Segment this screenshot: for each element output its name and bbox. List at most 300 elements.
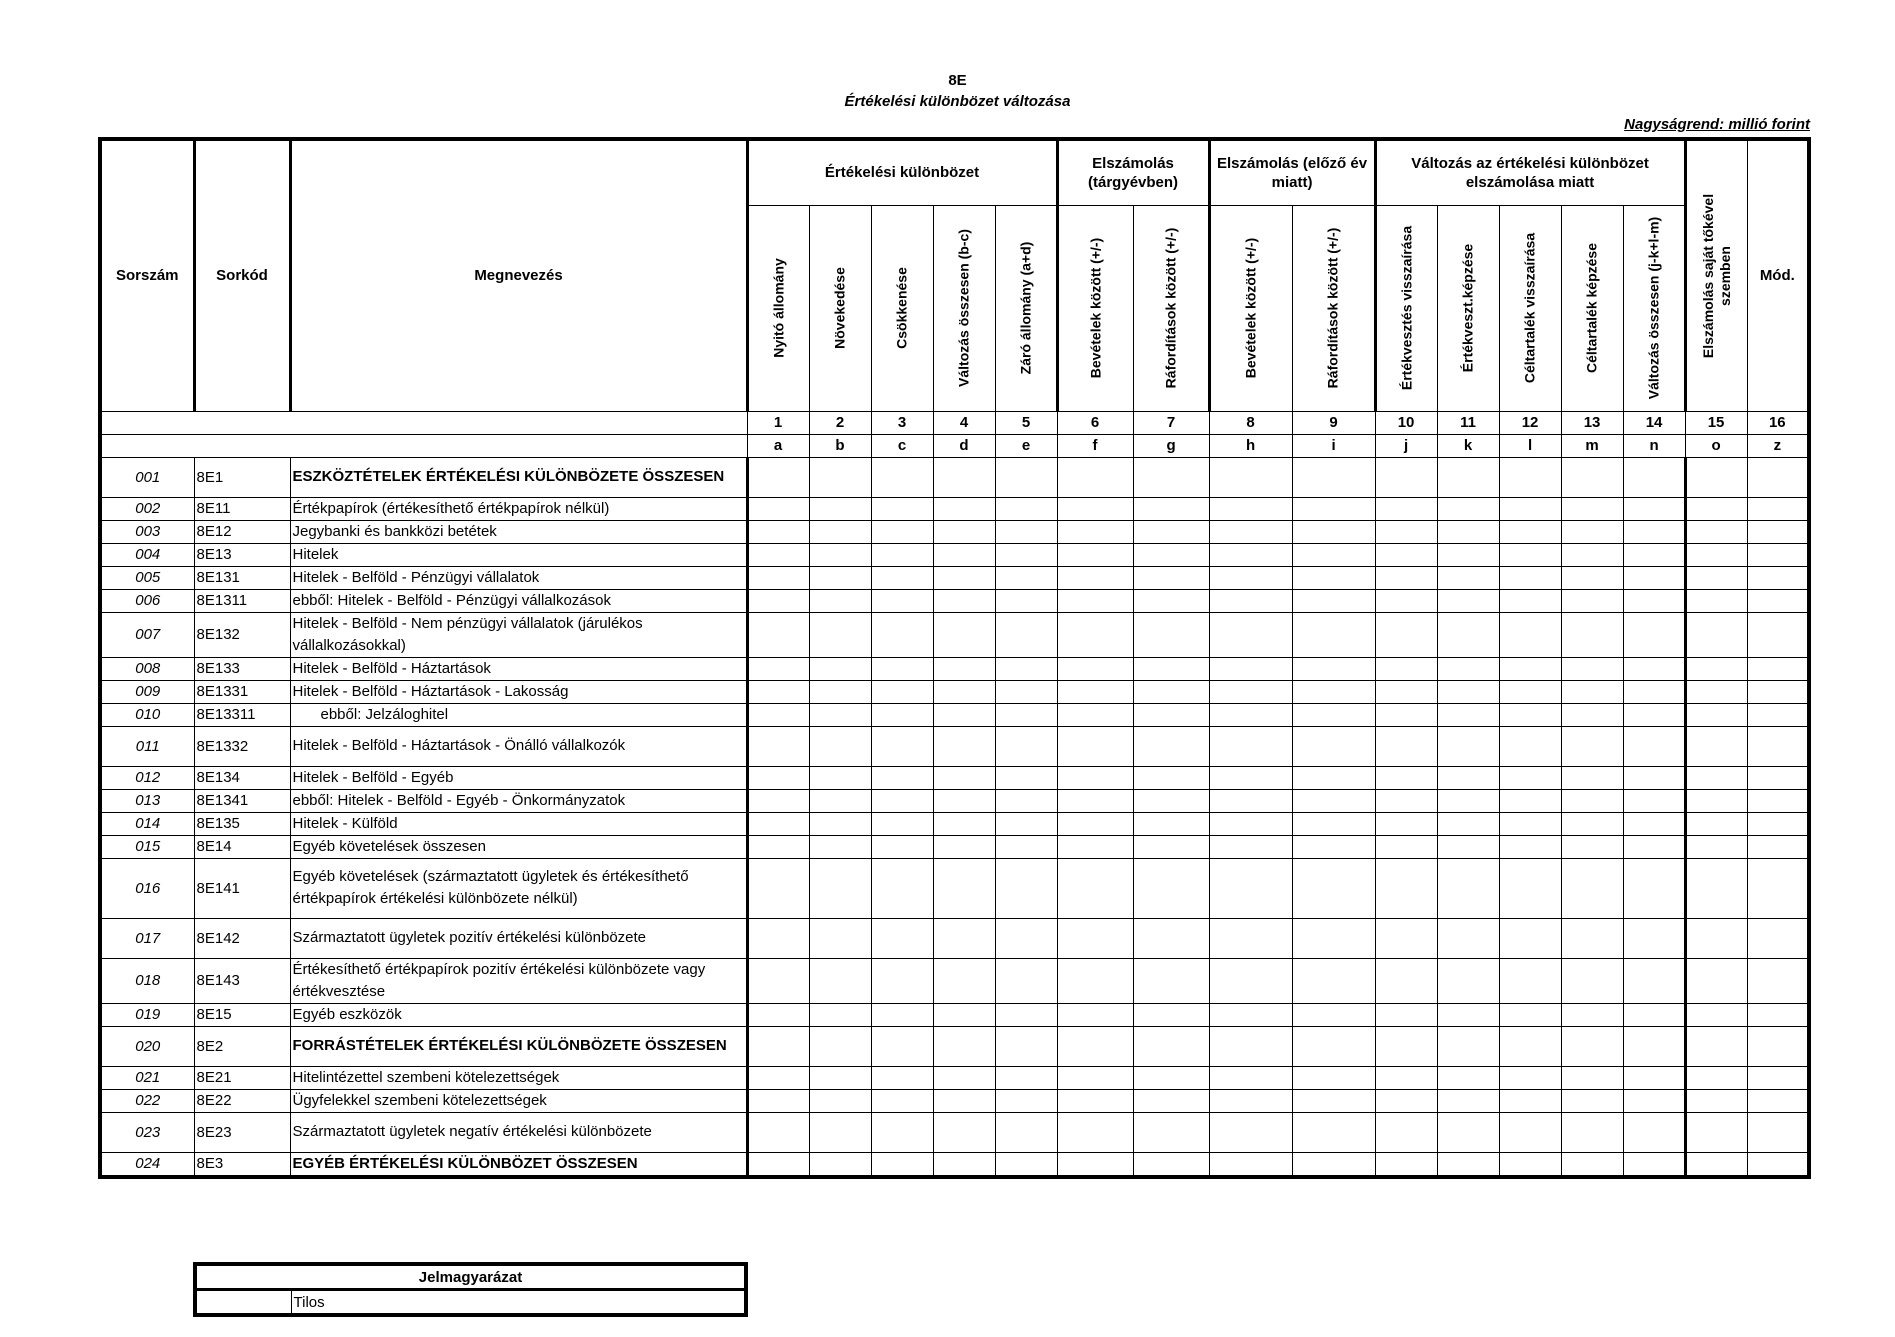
data-cell-d[interactable]	[933, 958, 995, 1003]
data-cell-e[interactable]	[995, 520, 1057, 543]
data-cell-l[interactable]	[1499, 1003, 1561, 1026]
data-cell-n[interactable]	[1623, 835, 1685, 858]
data-cell-o[interactable]	[1685, 589, 1747, 612]
data-cell-f[interactable]	[1057, 520, 1133, 543]
data-cell-i[interactable]	[1292, 766, 1375, 789]
data-cell-o[interactable]	[1685, 657, 1747, 680]
data-cell-m[interactable]	[1561, 812, 1623, 835]
data-cell-i[interactable]	[1292, 1112, 1375, 1152]
data-cell-z[interactable]	[1747, 1152, 1809, 1177]
data-cell-l[interactable]	[1499, 566, 1561, 589]
data-cell-f[interactable]	[1057, 835, 1133, 858]
data-cell-d[interactable]	[933, 612, 995, 657]
data-cell-g[interactable]	[1133, 858, 1209, 918]
data-cell-k[interactable]	[1437, 1003, 1499, 1026]
data-cell-d[interactable]	[933, 1089, 995, 1112]
data-cell-l[interactable]	[1499, 1026, 1561, 1066]
data-cell-i[interactable]	[1292, 1026, 1375, 1066]
data-cell-i[interactable]	[1292, 1152, 1375, 1177]
data-cell-l[interactable]	[1499, 457, 1561, 497]
data-cell-d[interactable]	[933, 657, 995, 680]
data-cell-h[interactable]	[1209, 835, 1292, 858]
data-cell-i[interactable]	[1292, 835, 1375, 858]
data-cell-f[interactable]	[1057, 589, 1133, 612]
data-cell-j[interactable]	[1375, 1003, 1437, 1026]
data-cell-c[interactable]	[871, 766, 933, 789]
data-cell-n[interactable]	[1623, 789, 1685, 812]
data-cell-a[interactable]	[747, 958, 809, 1003]
data-cell-o[interactable]	[1685, 1003, 1747, 1026]
data-cell-k[interactable]	[1437, 680, 1499, 703]
data-cell-b[interactable]	[809, 812, 871, 835]
data-cell-l[interactable]	[1499, 1152, 1561, 1177]
data-cell-c[interactable]	[871, 612, 933, 657]
data-cell-f[interactable]	[1057, 789, 1133, 812]
data-cell-b[interactable]	[809, 1089, 871, 1112]
data-cell-i[interactable]	[1292, 918, 1375, 958]
data-cell-m[interactable]	[1561, 789, 1623, 812]
data-cell-e[interactable]	[995, 566, 1057, 589]
data-cell-d[interactable]	[933, 766, 995, 789]
data-cell-l[interactable]	[1499, 497, 1561, 520]
data-cell-k[interactable]	[1437, 918, 1499, 958]
data-cell-l[interactable]	[1499, 789, 1561, 812]
data-cell-c[interactable]	[871, 1026, 933, 1066]
data-cell-n[interactable]	[1623, 1066, 1685, 1089]
data-cell-e[interactable]	[995, 543, 1057, 566]
data-cell-k[interactable]	[1437, 1112, 1499, 1152]
data-cell-c[interactable]	[871, 680, 933, 703]
data-cell-o[interactable]	[1685, 918, 1747, 958]
data-cell-a[interactable]	[747, 1003, 809, 1026]
data-cell-i[interactable]	[1292, 789, 1375, 812]
data-cell-f[interactable]	[1057, 680, 1133, 703]
data-cell-g[interactable]	[1133, 497, 1209, 520]
data-cell-k[interactable]	[1437, 703, 1499, 726]
data-cell-e[interactable]	[995, 1003, 1057, 1026]
data-cell-o[interactable]	[1685, 520, 1747, 543]
data-cell-l[interactable]	[1499, 812, 1561, 835]
data-cell-l[interactable]	[1499, 858, 1561, 918]
data-cell-c[interactable]	[871, 1152, 933, 1177]
data-cell-g[interactable]	[1133, 566, 1209, 589]
data-cell-m[interactable]	[1561, 1026, 1623, 1066]
data-cell-l[interactable]	[1499, 918, 1561, 958]
data-cell-i[interactable]	[1292, 858, 1375, 918]
data-cell-z[interactable]	[1747, 812, 1809, 835]
data-cell-a[interactable]	[747, 1066, 809, 1089]
data-cell-d[interactable]	[933, 457, 995, 497]
data-cell-l[interactable]	[1499, 958, 1561, 1003]
data-cell-j[interactable]	[1375, 457, 1437, 497]
data-cell-n[interactable]	[1623, 566, 1685, 589]
data-cell-z[interactable]	[1747, 1003, 1809, 1026]
data-cell-c[interactable]	[871, 812, 933, 835]
data-cell-d[interactable]	[933, 497, 995, 520]
data-cell-f[interactable]	[1057, 1089, 1133, 1112]
data-cell-c[interactable]	[871, 703, 933, 726]
data-cell-b[interactable]	[809, 680, 871, 703]
data-cell-z[interactable]	[1747, 835, 1809, 858]
data-cell-n[interactable]	[1623, 1152, 1685, 1177]
data-cell-n[interactable]	[1623, 766, 1685, 789]
data-cell-e[interactable]	[995, 958, 1057, 1003]
data-cell-z[interactable]	[1747, 497, 1809, 520]
data-cell-k[interactable]	[1437, 612, 1499, 657]
data-cell-n[interactable]	[1623, 1026, 1685, 1066]
data-cell-z[interactable]	[1747, 958, 1809, 1003]
data-cell-g[interactable]	[1133, 958, 1209, 1003]
data-cell-f[interactable]	[1057, 1112, 1133, 1152]
data-cell-b[interactable]	[809, 726, 871, 766]
data-cell-m[interactable]	[1561, 566, 1623, 589]
data-cell-o[interactable]	[1685, 858, 1747, 918]
data-cell-e[interactable]	[995, 703, 1057, 726]
data-cell-z[interactable]	[1747, 543, 1809, 566]
data-cell-g[interactable]	[1133, 520, 1209, 543]
data-cell-j[interactable]	[1375, 918, 1437, 958]
data-cell-o[interactable]	[1685, 789, 1747, 812]
data-cell-l[interactable]	[1499, 703, 1561, 726]
data-cell-e[interactable]	[995, 918, 1057, 958]
data-cell-h[interactable]	[1209, 703, 1292, 726]
data-cell-b[interactable]	[809, 612, 871, 657]
data-cell-n[interactable]	[1623, 612, 1685, 657]
data-cell-d[interactable]	[933, 1026, 995, 1066]
data-cell-l[interactable]	[1499, 726, 1561, 766]
data-cell-g[interactable]	[1133, 680, 1209, 703]
data-cell-m[interactable]	[1561, 835, 1623, 858]
data-cell-k[interactable]	[1437, 858, 1499, 918]
data-cell-o[interactable]	[1685, 726, 1747, 766]
data-cell-k[interactable]	[1437, 1026, 1499, 1066]
data-cell-h[interactable]	[1209, 812, 1292, 835]
data-cell-b[interactable]	[809, 457, 871, 497]
data-cell-n[interactable]	[1623, 543, 1685, 566]
data-cell-i[interactable]	[1292, 520, 1375, 543]
data-cell-k[interactable]	[1437, 766, 1499, 789]
data-cell-b[interactable]	[809, 789, 871, 812]
data-cell-k[interactable]	[1437, 543, 1499, 566]
data-cell-e[interactable]	[995, 858, 1057, 918]
data-cell-a[interactable]	[747, 543, 809, 566]
data-cell-a[interactable]	[747, 766, 809, 789]
data-cell-h[interactable]	[1209, 958, 1292, 1003]
data-cell-g[interactable]	[1133, 835, 1209, 858]
data-cell-m[interactable]	[1561, 858, 1623, 918]
data-cell-f[interactable]	[1057, 1152, 1133, 1177]
data-cell-i[interactable]	[1292, 497, 1375, 520]
data-cell-e[interactable]	[995, 789, 1057, 812]
data-cell-j[interactable]	[1375, 1152, 1437, 1177]
data-cell-a[interactable]	[747, 657, 809, 680]
data-cell-o[interactable]	[1685, 612, 1747, 657]
data-cell-i[interactable]	[1292, 726, 1375, 766]
data-cell-m[interactable]	[1561, 657, 1623, 680]
data-cell-j[interactable]	[1375, 1026, 1437, 1066]
data-cell-c[interactable]	[871, 1066, 933, 1089]
data-cell-n[interactable]	[1623, 1089, 1685, 1112]
data-cell-g[interactable]	[1133, 766, 1209, 789]
data-cell-g[interactable]	[1133, 1066, 1209, 1089]
data-cell-j[interactable]	[1375, 566, 1437, 589]
data-cell-z[interactable]	[1747, 612, 1809, 657]
data-cell-o[interactable]	[1685, 1026, 1747, 1066]
data-cell-z[interactable]	[1747, 680, 1809, 703]
data-cell-i[interactable]	[1292, 612, 1375, 657]
data-cell-e[interactable]	[995, 1026, 1057, 1066]
data-cell-a[interactable]	[747, 1112, 809, 1152]
data-cell-l[interactable]	[1499, 520, 1561, 543]
data-cell-g[interactable]	[1133, 918, 1209, 958]
data-cell-c[interactable]	[871, 657, 933, 680]
data-cell-l[interactable]	[1499, 766, 1561, 789]
data-cell-f[interactable]	[1057, 457, 1133, 497]
data-cell-o[interactable]	[1685, 1089, 1747, 1112]
data-cell-g[interactable]	[1133, 543, 1209, 566]
data-cell-z[interactable]	[1747, 703, 1809, 726]
data-cell-a[interactable]	[747, 703, 809, 726]
data-cell-c[interactable]	[871, 1112, 933, 1152]
data-cell-c[interactable]	[871, 457, 933, 497]
data-cell-o[interactable]	[1685, 1066, 1747, 1089]
data-cell-i[interactable]	[1292, 543, 1375, 566]
data-cell-o[interactable]	[1685, 680, 1747, 703]
data-cell-c[interactable]	[871, 835, 933, 858]
data-cell-g[interactable]	[1133, 612, 1209, 657]
data-cell-a[interactable]	[747, 858, 809, 918]
data-cell-g[interactable]	[1133, 1152, 1209, 1177]
data-cell-h[interactable]	[1209, 612, 1292, 657]
data-cell-j[interactable]	[1375, 766, 1437, 789]
data-cell-c[interactable]	[871, 566, 933, 589]
data-cell-z[interactable]	[1747, 1066, 1809, 1089]
data-cell-k[interactable]	[1437, 812, 1499, 835]
data-cell-c[interactable]	[871, 520, 933, 543]
data-cell-d[interactable]	[933, 1066, 995, 1089]
data-cell-h[interactable]	[1209, 520, 1292, 543]
data-cell-g[interactable]	[1133, 1089, 1209, 1112]
data-cell-h[interactable]	[1209, 726, 1292, 766]
data-cell-e[interactable]	[995, 1066, 1057, 1089]
data-cell-j[interactable]	[1375, 812, 1437, 835]
data-cell-j[interactable]	[1375, 726, 1437, 766]
data-cell-a[interactable]	[747, 812, 809, 835]
data-cell-h[interactable]	[1209, 543, 1292, 566]
data-cell-l[interactable]	[1499, 657, 1561, 680]
data-cell-o[interactable]	[1685, 543, 1747, 566]
data-cell-n[interactable]	[1623, 457, 1685, 497]
data-cell-o[interactable]	[1685, 958, 1747, 1003]
data-cell-i[interactable]	[1292, 1003, 1375, 1026]
data-cell-m[interactable]	[1561, 680, 1623, 703]
data-cell-d[interactable]	[933, 1152, 995, 1177]
data-cell-c[interactable]	[871, 958, 933, 1003]
data-cell-h[interactable]	[1209, 918, 1292, 958]
data-cell-k[interactable]	[1437, 457, 1499, 497]
data-cell-f[interactable]	[1057, 766, 1133, 789]
data-cell-z[interactable]	[1747, 657, 1809, 680]
data-cell-a[interactable]	[747, 497, 809, 520]
data-cell-k[interactable]	[1437, 726, 1499, 766]
data-cell-e[interactable]	[995, 589, 1057, 612]
data-cell-d[interactable]	[933, 520, 995, 543]
data-cell-z[interactable]	[1747, 766, 1809, 789]
data-cell-n[interactable]	[1623, 858, 1685, 918]
data-cell-h[interactable]	[1209, 1003, 1292, 1026]
data-cell-z[interactable]	[1747, 589, 1809, 612]
data-cell-z[interactable]	[1747, 858, 1809, 918]
data-cell-f[interactable]	[1057, 566, 1133, 589]
data-cell-m[interactable]	[1561, 589, 1623, 612]
data-cell-m[interactable]	[1561, 497, 1623, 520]
data-cell-d[interactable]	[933, 1003, 995, 1026]
data-cell-k[interactable]	[1437, 520, 1499, 543]
data-cell-f[interactable]	[1057, 497, 1133, 520]
data-cell-l[interactable]	[1499, 835, 1561, 858]
data-cell-f[interactable]	[1057, 858, 1133, 918]
data-cell-z[interactable]	[1747, 1026, 1809, 1066]
data-cell-z[interactable]	[1747, 566, 1809, 589]
data-cell-m[interactable]	[1561, 457, 1623, 497]
data-cell-j[interactable]	[1375, 789, 1437, 812]
data-cell-f[interactable]	[1057, 543, 1133, 566]
data-cell-g[interactable]	[1133, 789, 1209, 812]
data-cell-d[interactable]	[933, 680, 995, 703]
data-cell-n[interactable]	[1623, 703, 1685, 726]
data-cell-z[interactable]	[1747, 789, 1809, 812]
data-cell-j[interactable]	[1375, 1089, 1437, 1112]
data-cell-h[interactable]	[1209, 1089, 1292, 1112]
data-cell-g[interactable]	[1133, 812, 1209, 835]
data-cell-h[interactable]	[1209, 566, 1292, 589]
data-cell-l[interactable]	[1499, 1112, 1561, 1152]
data-cell-a[interactable]	[747, 520, 809, 543]
data-cell-j[interactable]	[1375, 657, 1437, 680]
data-cell-j[interactable]	[1375, 1112, 1437, 1152]
data-cell-a[interactable]	[747, 612, 809, 657]
data-cell-z[interactable]	[1747, 726, 1809, 766]
data-cell-b[interactable]	[809, 657, 871, 680]
data-cell-m[interactable]	[1561, 1066, 1623, 1089]
data-cell-d[interactable]	[933, 566, 995, 589]
data-cell-i[interactable]	[1292, 457, 1375, 497]
data-cell-f[interactable]	[1057, 1066, 1133, 1089]
data-cell-m[interactable]	[1561, 543, 1623, 566]
data-cell-f[interactable]	[1057, 726, 1133, 766]
data-cell-z[interactable]	[1747, 520, 1809, 543]
data-cell-h[interactable]	[1209, 789, 1292, 812]
data-cell-g[interactable]	[1133, 726, 1209, 766]
data-cell-j[interactable]	[1375, 589, 1437, 612]
data-cell-k[interactable]	[1437, 589, 1499, 612]
data-cell-i[interactable]	[1292, 812, 1375, 835]
data-cell-i[interactable]	[1292, 566, 1375, 589]
data-cell-e[interactable]	[995, 657, 1057, 680]
data-cell-f[interactable]	[1057, 612, 1133, 657]
data-cell-i[interactable]	[1292, 1089, 1375, 1112]
data-cell-a[interactable]	[747, 1089, 809, 1112]
data-cell-c[interactable]	[871, 726, 933, 766]
data-cell-e[interactable]	[995, 612, 1057, 657]
data-cell-e[interactable]	[995, 835, 1057, 858]
data-cell-a[interactable]	[747, 1152, 809, 1177]
data-cell-a[interactable]	[747, 726, 809, 766]
data-cell-a[interactable]	[747, 835, 809, 858]
data-cell-m[interactable]	[1561, 726, 1623, 766]
data-cell-z[interactable]	[1747, 918, 1809, 958]
data-cell-k[interactable]	[1437, 497, 1499, 520]
data-cell-l[interactable]	[1499, 1066, 1561, 1089]
data-cell-l[interactable]	[1499, 612, 1561, 657]
data-cell-b[interactable]	[809, 1003, 871, 1026]
data-cell-j[interactable]	[1375, 497, 1437, 520]
data-cell-n[interactable]	[1623, 812, 1685, 835]
data-cell-b[interactable]	[809, 1112, 871, 1152]
data-cell-e[interactable]	[995, 680, 1057, 703]
data-cell-n[interactable]	[1623, 520, 1685, 543]
data-cell-d[interactable]	[933, 726, 995, 766]
data-cell-m[interactable]	[1561, 1152, 1623, 1177]
data-cell-k[interactable]	[1437, 958, 1499, 1003]
data-cell-b[interactable]	[809, 1066, 871, 1089]
data-cell-k[interactable]	[1437, 1089, 1499, 1112]
data-cell-m[interactable]	[1561, 520, 1623, 543]
data-cell-i[interactable]	[1292, 589, 1375, 612]
data-cell-i[interactable]	[1292, 958, 1375, 1003]
data-cell-b[interactable]	[809, 918, 871, 958]
data-cell-g[interactable]	[1133, 1026, 1209, 1066]
data-cell-b[interactable]	[809, 858, 871, 918]
data-cell-j[interactable]	[1375, 858, 1437, 918]
data-cell-o[interactable]	[1685, 457, 1747, 497]
data-cell-d[interactable]	[933, 812, 995, 835]
data-cell-m[interactable]	[1561, 1003, 1623, 1026]
data-cell-g[interactable]	[1133, 457, 1209, 497]
data-cell-c[interactable]	[871, 918, 933, 958]
data-cell-l[interactable]	[1499, 1089, 1561, 1112]
data-cell-c[interactable]	[871, 589, 933, 612]
data-cell-b[interactable]	[809, 958, 871, 1003]
data-cell-e[interactable]	[995, 457, 1057, 497]
data-cell-n[interactable]	[1623, 1003, 1685, 1026]
data-cell-k[interactable]	[1437, 835, 1499, 858]
data-cell-n[interactable]	[1623, 497, 1685, 520]
data-cell-d[interactable]	[933, 918, 995, 958]
data-cell-n[interactable]	[1623, 726, 1685, 766]
data-cell-e[interactable]	[995, 726, 1057, 766]
data-cell-h[interactable]	[1209, 1026, 1292, 1066]
data-cell-n[interactable]	[1623, 958, 1685, 1003]
data-cell-j[interactable]	[1375, 1066, 1437, 1089]
data-cell-m[interactable]	[1561, 1112, 1623, 1152]
data-cell-h[interactable]	[1209, 1066, 1292, 1089]
data-cell-k[interactable]	[1437, 657, 1499, 680]
data-cell-j[interactable]	[1375, 520, 1437, 543]
data-cell-o[interactable]	[1685, 812, 1747, 835]
data-cell-m[interactable]	[1561, 1089, 1623, 1112]
data-cell-n[interactable]	[1623, 680, 1685, 703]
data-cell-g[interactable]	[1133, 703, 1209, 726]
data-cell-i[interactable]	[1292, 657, 1375, 680]
data-cell-h[interactable]	[1209, 1112, 1292, 1152]
data-cell-g[interactable]	[1133, 1003, 1209, 1026]
data-cell-h[interactable]	[1209, 657, 1292, 680]
data-cell-m[interactable]	[1561, 958, 1623, 1003]
data-cell-b[interactable]	[809, 703, 871, 726]
data-cell-h[interactable]	[1209, 1152, 1292, 1177]
data-cell-c[interactable]	[871, 543, 933, 566]
